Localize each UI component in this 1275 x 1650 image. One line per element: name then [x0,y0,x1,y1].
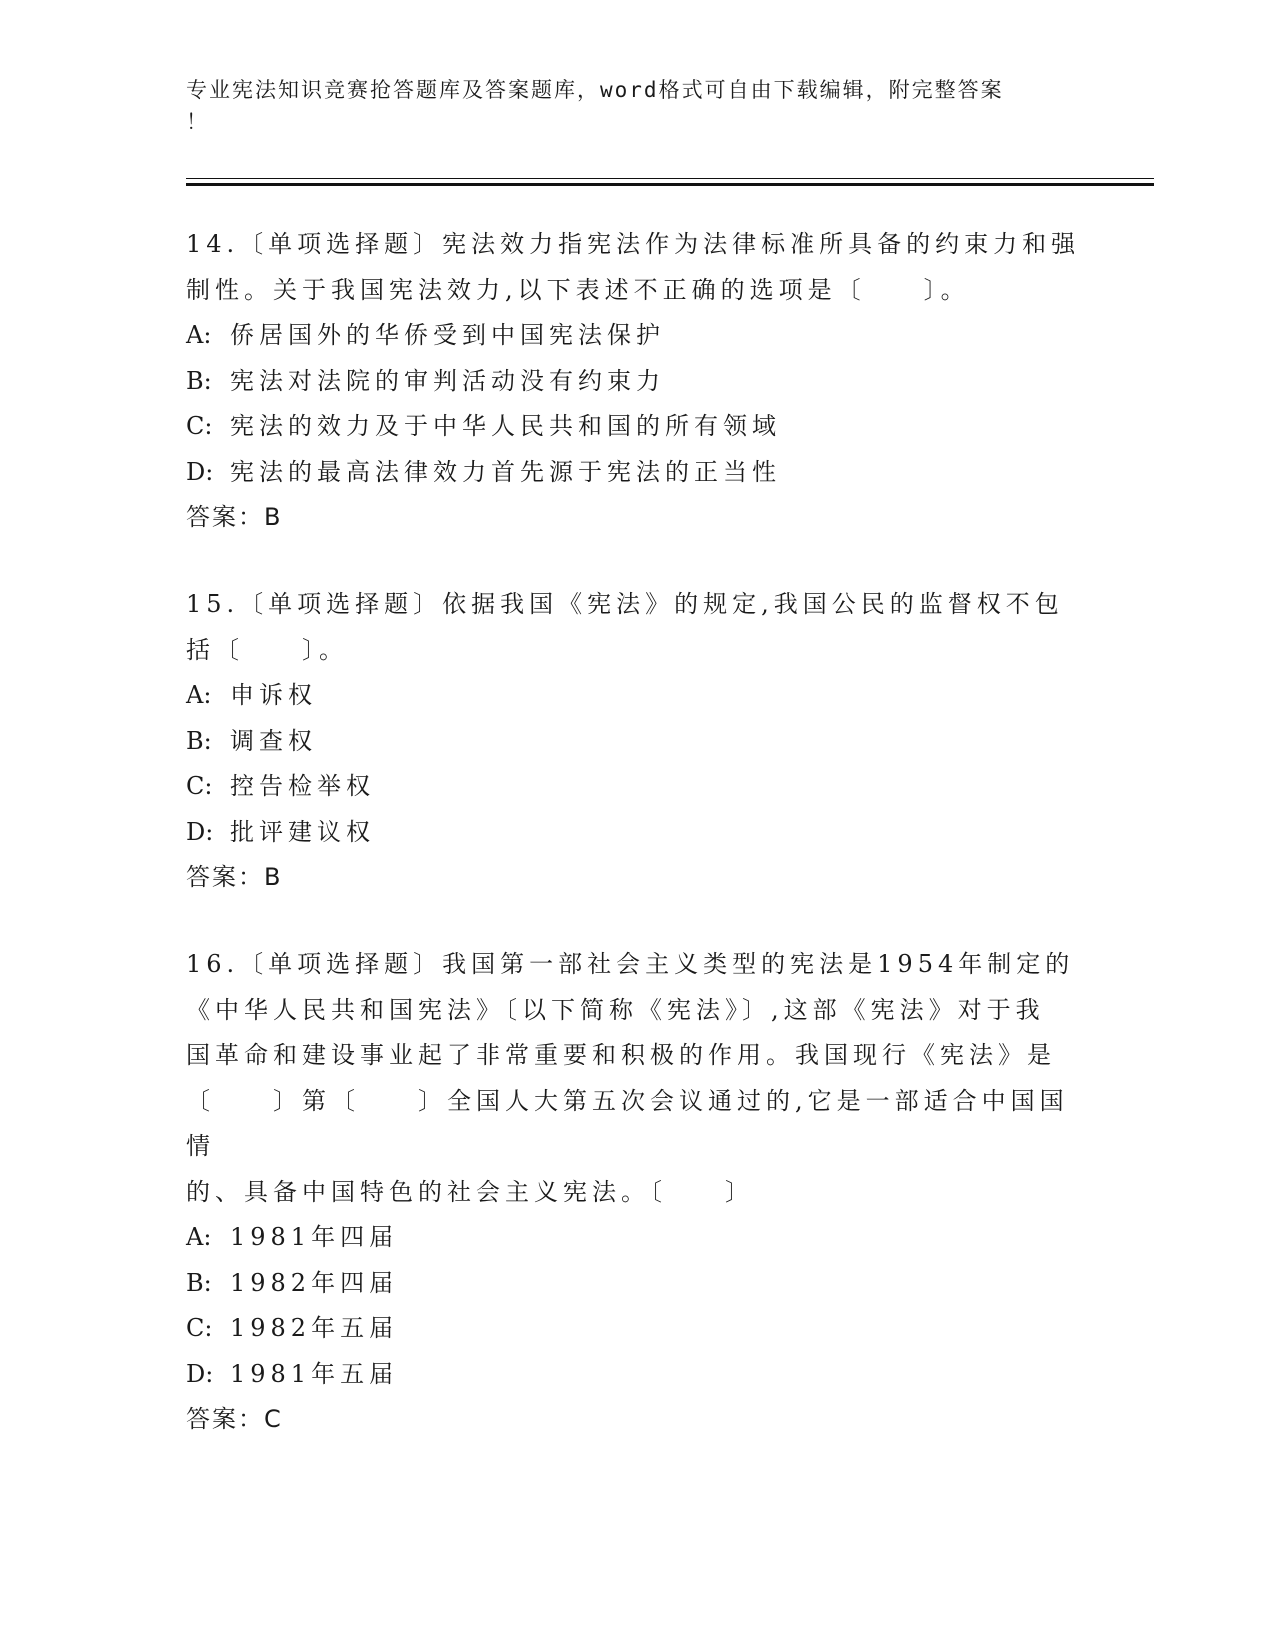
option-d [186,450,1086,496]
option-b [186,359,1086,405]
option-a [186,313,1086,359]
question-stem-line: 〔 〕第〔 〕全国人大第五次会议通过的,它是一部适合中国国情 [186,1086,1069,1160]
option-c [186,404,1086,450]
option-a [186,1215,1086,1261]
option-text: 宪法的最高法律效力首先源于宪法的正当性 [230,457,781,486]
option-letter: B: [186,1268,212,1297]
option-b [186,719,1086,765]
option-letter: A: [186,321,212,349]
option-text: 1981年四届 [230,1223,399,1251]
option-text: 宪法对法院的审判活动没有约束力 [230,366,665,395]
question-stem [186,942,1086,1215]
answer-line: 答案：B [186,503,283,531]
option-a [186,673,1086,719]
question-stem-line: 的、具备中国特色的社会主义宪法。〔 〕 [186,1177,754,1206]
document-header [186,74,1066,138]
option-letter: D: [186,817,214,846]
option-text: 批评建议权 [230,817,375,846]
option-text: 宪法的效力及于中华人民共和国的所有领域 [230,412,781,440]
answer-line: 答案：C [186,1405,283,1433]
header-rule-thin [186,178,1154,179]
question-stem-line: 国革命和建设事业起了非常重要和积极的作用。我国现行《宪法》是 [186,1041,1056,1069]
option-letter: C: [186,412,213,440]
option-text: 1981年五届 [230,1359,399,1388]
option-b [186,1261,1086,1307]
question-stem-line: 16.〔单项选择题〕我国第一部社会主义类型的宪法是1954年制定的 [186,950,1075,978]
option-c [186,764,1086,810]
option-text: 申诉权 [230,681,317,709]
question-stem-line: 14.〔单项选择题〕宪法效力指宪法作为法律标准所具备的约束力和强 [186,230,1081,258]
option-text: 侨居国外的华侨受到中国宪法保护 [230,321,665,349]
option-letter: D: [186,457,214,486]
question-15 [186,582,1086,901]
question-stem-line: 《中华人民共和国宪法》〔以下简称《宪法》〕,这部《宪法》对于我 [186,995,1045,1024]
question-16 [186,942,1086,1443]
answer-line: 答案：B [186,863,283,891]
header-title-line-continued: ！ [186,110,209,134]
option-d [186,1352,1086,1398]
question-14 [186,222,1086,541]
question-stem-line: 制性。关于我国宪法效力,以下表述不正确的选项是〔 〕。 [186,275,970,304]
option-letter: C: [186,772,213,800]
option-letter: D: [186,1359,214,1388]
option-c [186,1306,1086,1352]
option-letter: B: [186,366,212,395]
option-letter: C: [186,1314,213,1342]
question-stem-line: 15.〔单项选择题〕依据我国《宪法》的规定,我国公民的监督权不包 [186,590,1064,618]
question-stem [186,222,1086,313]
option-letter: A: [186,681,212,709]
option-text: 1982年四届 [230,1268,399,1297]
option-text: 1982年五届 [230,1314,399,1342]
header-rule-thick [186,183,1154,186]
header-title-line: 专业宪法知识竞赛抢答题库及答案题库，word格式可自由下载编辑，附完整答案 [186,78,1004,102]
option-text: 控告检举权 [230,772,375,800]
option-letter: A: [186,1223,212,1251]
question-stem [186,582,1086,673]
option-text: 调查权 [230,726,317,755]
option-d [186,810,1086,856]
option-letter: B: [186,726,212,755]
question-stem-line: 括〔 〕。 [186,635,348,664]
